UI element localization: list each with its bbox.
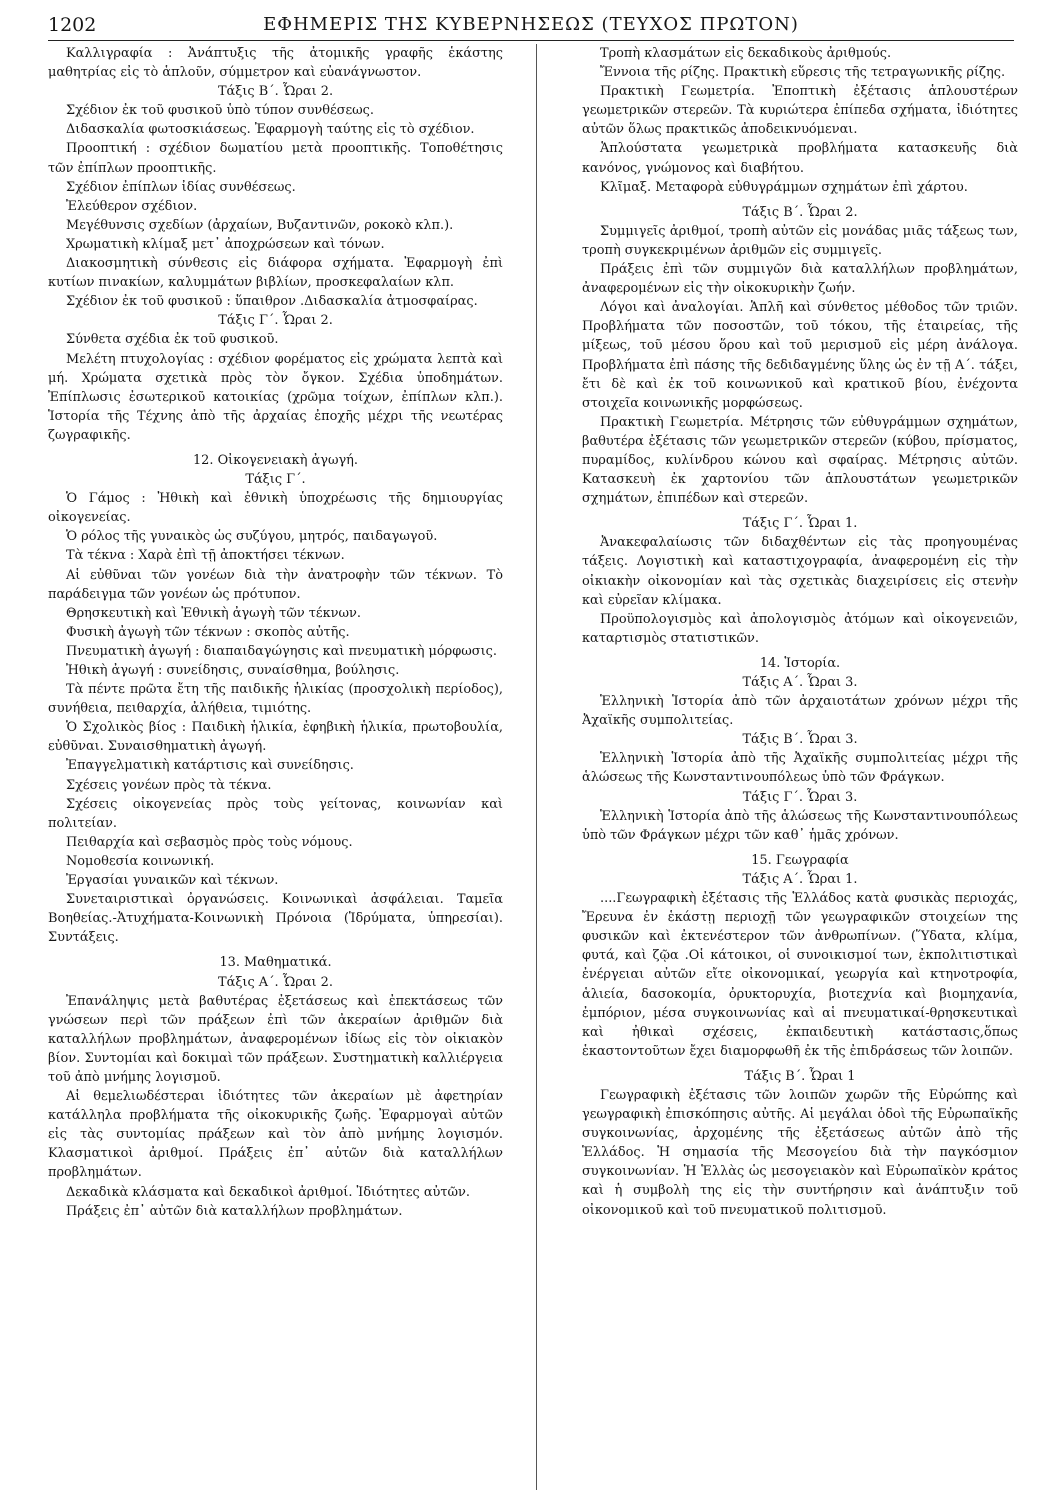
running-title: ΕΦΗΜΕΡΙΣ ΤΗΣ ΚΥΒΕΡΝΗΣΕΩΣ (ΤΕΥΧΟΣ ΠΡΩΤΟΝ) [263,14,799,35]
section-subheading: Τάξις Β΄. Ὧραι 2. [217,84,334,100]
section-subheading: Τάξις Β΄. Ὧραι 2. [742,204,858,220]
paragraph: Αἱ εὐθῦναι τῶν γονέων διὰ τὴν ἀνατροφὴν τῶν τέκνων. Τὸ παράδειγμα τῶν γονέων ὡς πρότυπον. [48,567,503,602]
section-subheading: Τάξις Β΄. Ὧραι 1 [744,1068,856,1084]
paragraph: Πρακτικὴ Γεωμετρία. Ἐποπτικὴ ἐξέτασις ἁπλουστέρων γεωμετρικῶν στερεῶν. Τὰ κυριώτερα ἐπίπεδα σχήματα, ἰδιότητες αὐτῶν ὅλως πρακτικῶς ἀποδεικνυόμεναι. [582,84,1018,138]
paragraph: Νομοθεσία κοινωνική. [66,853,215,869]
paragraph: Σχέσεις γονέων πρὸς τὰ τέκνα. [66,777,272,793]
section-subheading: Τάξις Α΄. Ὧραι 2. [218,974,333,990]
section-subheading: Τάξις Γ΄. Ὧραι 2. [218,313,333,329]
section-subheading: Τάξις Γ΄. Ὧραι 1. [742,516,858,532]
paragraph: Θρησκευτικὴ καὶ Ἐθνικὴ ἀγωγὴ τῶν τέκνων. [66,605,361,621]
paragraph: Προοπτική : σχέδιον δωματίου μετὰ προοπτικῆς. Τοποθέτησις τῶν ἐπίπλων προοπτικῆς. [48,141,503,176]
paragraph: Γεωγραφικὴ ἐξέτασις τῶν λοιπῶν χωρῶν τῆς Εὐρώπης καὶ γεωγραφικὴ ἐπισκόπησις αὐτῆς. Αἱ μεγάλαι ὁδοὶ τῆς Εὐρωπαϊκῆς συγκοινωνίας, ἀρχομένης τῆς ἐξετάσεως αὐτῶν ἀπὸ τῆς Ἑλλάδος. Ἡ σημασία τῆς Μεσογείου διὰ τὴν παγκόσμιον συγκοινωνίαν. Ἡ Ἑλλὰς ὡς μεσογειακὸν καὶ Εὐρωπαϊκὸν κράτος καὶ ἡ συμβολὴ της εἰς τὴν συντήρησιν καὶ ἀνάπτυξιν τοῦ οἰκονομικοῦ καὶ τοῦ πνευματικοῦ πολιτισμοῦ. [582,1087,1018,1218]
paragraph: Μεγέθυνσις σχεδίων (ἀρχαίων, Βυζαντινῶν, ροκοκὸ κλπ.). [66,217,454,233]
paragraph: Σχέσεις οἰκογενείας πρὸς τοὺς γείτονας, κοινωνίαν καὶ πολιτείαν. [48,796,503,831]
section-heading: 14. Ἱστορία. [759,655,841,671]
paragraph: Ἔννοια τῆς ρίζης. Πρακτικὴ εὕρεσις τῆς τετραγωνικῆς ρίζης. [600,65,1006,81]
section-subheading: Τάξις Β΄. Ὧραι 3. [742,732,858,748]
page-number: 1202 [48,14,97,36]
paragraph: Πράξεις ἐπ᾿ αὐτῶν διὰ καταλλήλων προβλημάτων. [66,1203,403,1219]
paragraph: Τὰ τέκνα : Χαρὰ ἐπὶ τῇ ἀποκτήσει τέκνων. [66,548,345,564]
paragraph: Ἐργασίαι γυναικῶν καὶ τέκνων. [66,873,279,889]
paragraph: Προϋπολογισμὸς καὶ ἀπολογισμὸς ἀτόμων καὶ οἰκογενειῶν, καταρτισμὸς στατιστικῶν. [582,611,1018,646]
paragraph: Σύνθετα σχέδια ἐκ τοῦ φυσικοῦ. [66,332,279,348]
paragraph: Σχέδιον ἐκ τοῦ φυσικοῦ ὑπὸ τύπον συνθέσεως. [66,103,374,119]
paragraph: Τὰ πέντε πρῶτα ἔτη τῆς παιδικῆς ἡλικίας (προσχολικὴ περίοδος), συνήθεια, πειθαρχία, ἀλήθεια, τιμιότης. [48,682,503,717]
paragraph: Ἑλληνικὴ Ἱστορία ἀπὸ τῆς Ἀχαϊκῆς συμπολιτείας μέχρι τῆς ἁλώσεως τῆς Κωνσταντινουπόλεως ὑπὸ τῶν Φράγκων. [582,751,1018,786]
section-subheading: Τάξις Γ΄. [245,472,306,488]
paragraph: Ἑλληνικὴ Ἱστορία ἀπὸ τῆς ἁλώσεως τῆς Κωνσταντινουπόλεως ὑπὸ τῶν Φράγκων μέχρι τῶν καθ᾿ ἡμᾶς χρόνων. [582,808,1018,843]
paragraph: Διακοσμητικὴ σύνθεσις εἰς διάφορα σχήματα. Ἐφαρμογὴ ἐπὶ κυτίων πινακίων, καλυμμάτων βιβλίων, προσκεφαλαίων κλπ. [48,256,503,291]
paragraph: Ἐπανάληψις μετὰ βαθυτέρας ἐξετάσεως καὶ ἐπεκτάσεως τῶν γνώσεων περὶ τῶν πράξεων ἐπὶ τῶν ἀκεραίων ἀριθμῶν διὰ καταλλήλων προβλημάτων, ἀναφερομένων ἰδίως εἰς τὸν οἰκιακὸν βίον. Συντομίαι καὶ δοκιμαὶ τῶν πράξεων. Συστηματικὴ καλλιέργεια τοῦ ἀπὸ μνήμης λογισμοῦ. [48,993,503,1085]
paragraph: Τροπὴ κλασμάτων εἰς δεκαδικοὺς ἀριθμούς. [600,46,892,61]
page-header [48,10,1014,41]
paragraph: Ἠθικὴ ἀγωγή : συνείδησις, συναίσθημα, βούλησις. [66,663,400,678]
paragraph: Σχέδιον ἐκ τοῦ φυσικοῦ : ὕπαιθρον .Διδασκαλία ἀτμοσφαίρας. [66,294,478,310]
section-heading: 12. Οἰκογενειακὴ ἀγωγή. [192,452,359,468]
paragraph: Αἱ θεμελιωδέστεραι ἰδιότητες τῶν ἀκεραίων μὲ ἀφετηρίαν κατάλληλα προβλήματα τῆς οἰκοκυρικῆς ζωῆς. Ἐφαρμογαὶ αὐτῶν εἰς τὰς συντομίας πράξεων καὶ τὸν ἀπὸ μνήμης λογισμόν. Κλασματικοὶ ἀριθμοί. Πράξεις ἐπ᾿ αὐτῶν διὰ καταλλήλων προβλημάτων. [48,1089,503,1181]
section-subheading: Τάξις Α΄. Ὧραι 3. [742,675,858,690]
paragraph: Συνεταιριστικαὶ ὀργανώσεις. Κοινωνικαὶ ἀσφάλειαι. Ταμεῖα Βοηθείας.-Ἀτυχήματα-Κοινωνικὴ Πρόνοια (Ἱδρύματα, ὑπηρεσίαι). Συντάξεις. [48,892,503,946]
paragraph: Ὁ Γάμος : Ἠθικὴ καὶ ἐθνικὴ ὑποχρέωσις τῆς δημιουργίας οἰκογενείας. [48,491,503,526]
paragraph: Συμμιγεῖς ἀριθμοί, τροπὴ αὐτῶν εἰς μονάδας μιᾶς τάξεως των, τροπὴ συγκεκριμένων ἀριθμῶν εἰς συμμιγεῖς. [582,223,1018,258]
paragraph: Ἀνακεφαλαίωσις τῶν διδαχθέντων εἰς τὰς προηγουμένας τάξεις. Λογιστικὴ καὶ καταστιχογραφία, ἀναφερομένη εἰς τὴν οἰκιακὴν οἰκονομίαν καὶ τὰς σχετικὰς διαχειρίσεις εἰς στενὴν καὶ εὐρεῖαν κλίμακα. [582,535,1018,608]
section-subheading: Τάξις Α΄. Ὧραι 1. [742,871,858,887]
paragraph: Λόγοι καὶ ἀναλογίαι. Ἁπλῆ καὶ σύνθετος μέθοδος τῶν τριῶν. Προβλήματα τῶν ποσοστῶν, τοῦ τόκου, τῆς ἑταιρείας, τῆς μίξεως, τοῦ μέσου ὅρου καὶ τοῦ μερισμοῦ εἰς μέρη ἀνάλογα. Προβλήματα ἐπὶ πάσης τῆς δεδιδαγμένης ὕλης ὡς ἐν τῇ Α΄. τάξει, ἔτι δὲ καὶ ἐκ τοῦ κοινωνικοῦ καὶ κρατικοῦ βίου, ἐνέχοντα στοιχεῖα κοινωνικῆς μορφώσεως. [582,300,1018,411]
paragraph: Πρακτικὴ Γεωμετρία. Μέτρησις τῶν εὐθυγράμμων σχημάτων, βαθυτέρα ἐξέτασις τῶν γεωμετρικῶν στερεῶν (κύβου, πρίσματος, πυραμίδος, κυλίνδρου κώνου καὶ σφαίρας. Μέτρησις αὐτῶν. Κατασκευὴ ἐκ χαρτονίου τῶν ἁπλουστάτων γεωμετρικῶν σχημάτων, ἐπιπέδων καὶ στερεῶν. [582,414,1018,507]
paragraph: Πράξεις ἐπὶ τῶν συμμιγῶν διὰ καταλλήλων προβλημάτων, ἀναφερομένων εἰς τὴν οἰκοκυρικὴν ζωήν. [582,262,1018,297]
section-subheading: Τάξις Γ΄. Ὧραι 3. [742,789,858,805]
paragraph: Καλλιγραφία : Ἀνάπτυξις τῆς ἀτομικῆς γραφῆς ἑκάστης μαθητρίας εἰς τὸ ἁπλοῦν, σύμμετρον καὶ εὐανάγνωστον. [48,46,503,81]
paragraph: Ἁπλούστατα γεωμετρικὰ προβλήματα κατασκευῆς διὰ κανόνος, γνώμονος καὶ διαβήτου. [582,141,1018,176]
column-divider [536,44,537,1490]
paragraph: Ὁ Σχολικὸς βίος : Παιδικὴ ἡλικία, ἐφηβικὴ ἡλικία, πρωτοβουλία, εὐθῦναι. Συναισθηματικὴ ἀγωγή. [48,720,503,755]
paragraph: Πνευματικὴ ἀγωγή : διαπαιδαγώγησις καὶ πνευματικὴ μόρφωσις. [66,643,497,659]
paragraph: Φυσικὴ ἀγωγὴ τῶν τέκνων : σκοπὸς αὐτῆς. [66,624,350,640]
paragraph: Δεκαδικὰ κλάσματα καὶ δεκαδικοὶ ἀριθμοί. Ἰδιότητες αὐτῶν. [66,1184,470,1200]
paragraph: Ὁ ρόλος τῆς γυναικὸς ὡς συζύγου, μητρός, παιδαγωγοῦ. [66,529,438,545]
paragraph: Ἑλληνικὴ Ἱστορία ἀπὸ τῶν ἀρχαιοτάτων χρόνων μέχρι τῆς Ἀχαϊκῆς συμπολιτείας. [582,694,1018,729]
paragraph: Πειθαρχία καὶ σεβασμὸς πρὸς τοὺς νόμους. [66,834,353,850]
paragraph: Σχέδιον ἐπίπλων ἰδίας συνθέσεως. [66,179,296,195]
paragraph: Ἐπαγγελματικὴ κατάρτισις καὶ συνείδησις. [66,758,354,774]
right-column [582,44,1018,1490]
section-heading: 15. Γεωγραφία [751,852,849,868]
paragraph: Μελέτη πτυχολογίας : σχέδιον φορέματος εἰς χρώματα λεπτὰ καὶ μή. Χρώματα σχετικὰ πρὸς τὸν ὄγκον. Σχέδια ὑποδημάτων. Ἐπίπλωσις ἐσωτερικοῦ κατοικίας (χρῶμα τοίχων, ἐπίπλων κλπ.). Ἱστορία τῆς Τέχνης ἀπὸ τῆς ἀρχαίας ἐποχῆς μέχρι τῆς νεωτέρας ζωγραφικῆς. [48,351,503,443]
paragraph: Χρωματικὴ κλίμαξ μετ᾿ ἀποχρώσεων καὶ τόνων. [66,236,385,252]
left-column [48,44,503,1490]
paragraph: ....Γεωγραφικὴ ἐξέτασις τῆς Ἑλλάδος κατὰ φυσικὰς περιοχάς, Ἔρευνα ἐν ἑκάστῃ περιοχῇ τῶν γεωγραφικῶν στοιχείων της φυσικῶν καὶ ἐκτενέστερον τῶν ἀνθρωπίνων. (Ὕδατα, κλίμα, φυτά, καὶ ζῷα .Οἱ κάτοικοι, οἱ συνοικισμοί των, ἐκπολιτιστικαὶ ἐνέργειαι αὐτῶν εἴτε οἰκονομικαί, γεωργία καὶ κτηνοτροφία, ἁλιεία, δασοκομία, ὀρυκτορυχία, βιοτεχνία καὶ βιομηχανία, ἐμπόριον, μέσα συγκοινωνίας καὶ αἱ πνευματικαί-θρησκευτικαὶ καὶ ἠθικαὶ σχέσεις, ἐκπαιδευτικὴ κατάστασις,ὅπως ἑκαστοντοῦτων ἔχει διαμορφωθῆ ἐκ τῆς ἐπιδράσεως τῶν λοιπῶν. [582,891,1018,1059]
paragraph: Κλῖμαξ. Μεταφορὰ εὐθυγράμμων σχημάτων ἐπὶ χάρτου. [600,179,968,195]
paragraph: Ἐλεύθερον σχέδιον. [66,198,198,214]
section-heading: 13. Μαθηματικά. [219,955,332,971]
paragraph: Διδασκαλία φωτοσκιάσεως. Ἐφαρμογὴ ταύτης εἰς τὸ σχέδιον. [66,122,475,138]
